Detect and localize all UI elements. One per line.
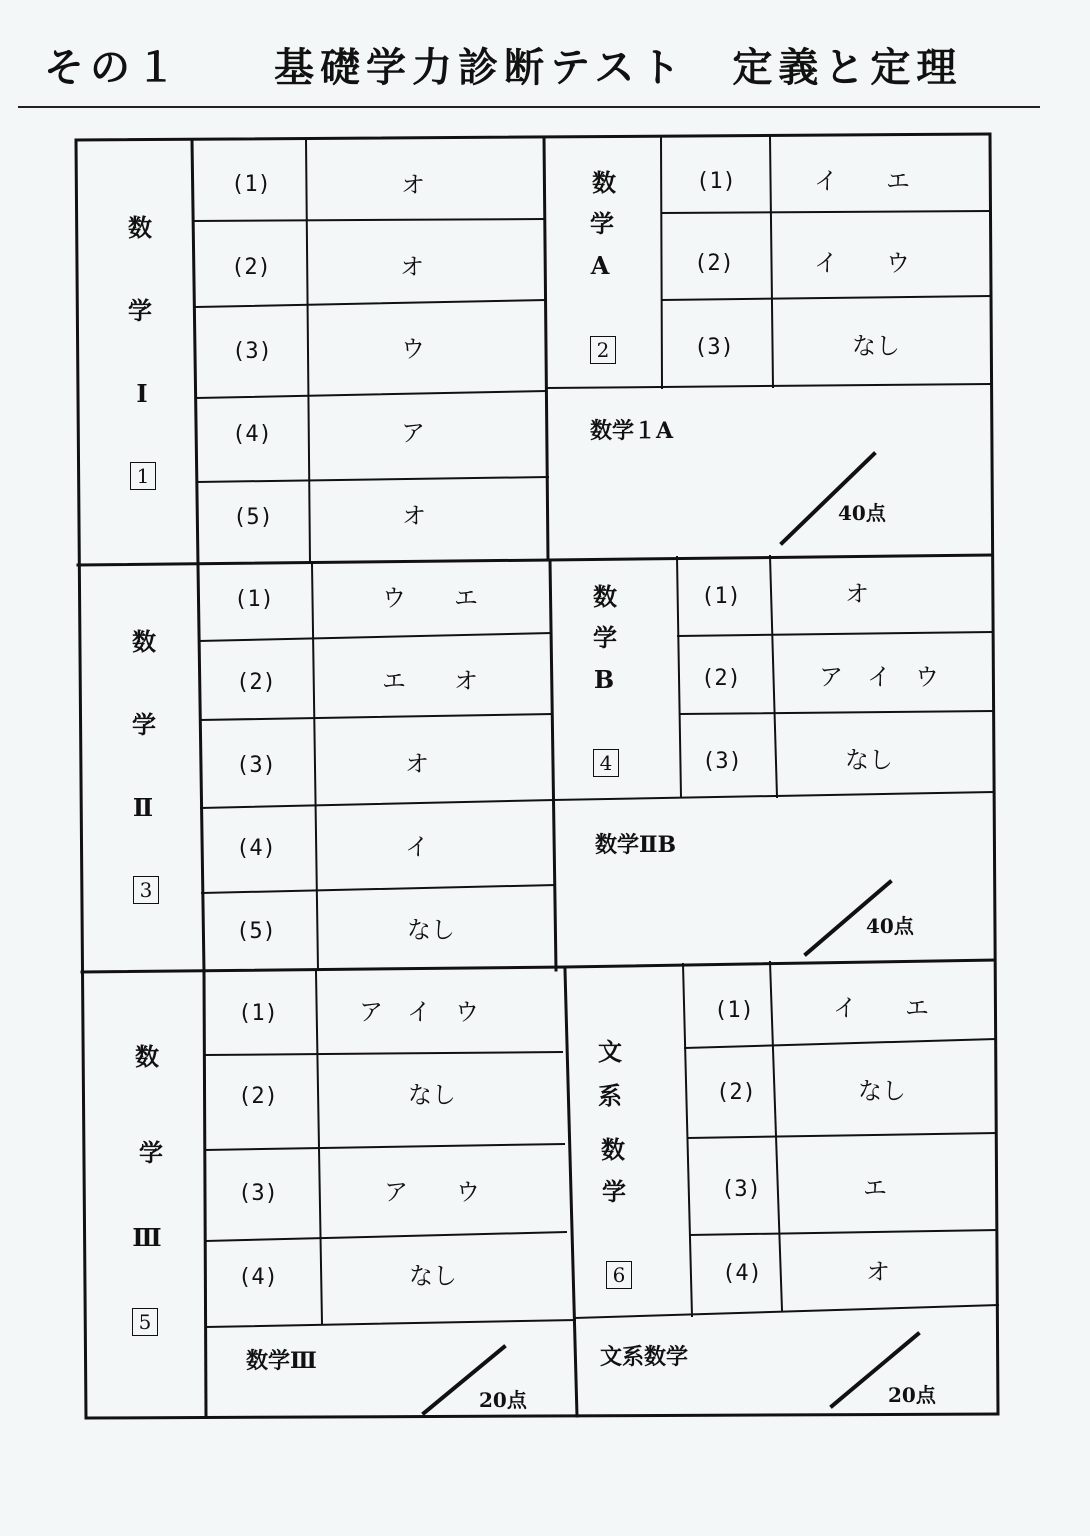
answer-value: ウ bbox=[401, 335, 425, 363]
score-box-points: 20点 bbox=[888, 1383, 936, 1407]
section-label-char: 数 bbox=[128, 213, 152, 242]
answer-value: イ ウ bbox=[814, 249, 910, 277]
question-number: (1) bbox=[234, 587, 274, 612]
question-number: (2) bbox=[236, 670, 276, 695]
section-number-box: 6 bbox=[606, 1261, 632, 1289]
question-number: (1) bbox=[714, 998, 754, 1023]
section-number-box: 3 bbox=[133, 876, 159, 904]
question-number: (2) bbox=[701, 666, 741, 691]
question-number: (4) bbox=[232, 422, 272, 447]
question-number: (3) bbox=[238, 1181, 278, 1206]
section-label-char: B bbox=[593, 665, 615, 694]
answer-value: ア イ ウ bbox=[359, 998, 479, 1026]
answer-value: なし bbox=[845, 746, 893, 774]
question-number: (4) bbox=[236, 836, 276, 861]
page-title: その１ 基礎学力診断テスト 定義と定理 bbox=[44, 44, 963, 91]
section-label-char: A bbox=[590, 251, 610, 280]
score-box-points: 40点 bbox=[866, 914, 914, 938]
question-number: (1) bbox=[231, 172, 271, 197]
section-label-char: Ⅰ bbox=[136, 379, 148, 408]
question-number: (1) bbox=[696, 169, 736, 194]
question-number: (4) bbox=[238, 1265, 278, 1290]
section-label-char: 学 bbox=[128, 296, 152, 325]
answer-value: なし bbox=[407, 916, 455, 944]
score-box-label: 数学１A bbox=[590, 418, 674, 444]
answer-value: オ bbox=[400, 253, 424, 281]
answer-value: イ エ bbox=[814, 167, 910, 195]
question-number: (5) bbox=[236, 919, 276, 944]
answer-value: オ bbox=[405, 750, 429, 778]
section-label-char: Ⅱ bbox=[132, 793, 154, 822]
answer-value: エ オ bbox=[382, 667, 478, 695]
score-box-label: 数学ⅡB bbox=[595, 832, 677, 858]
answer-value: オ bbox=[866, 1258, 890, 1286]
answer-value: イ bbox=[405, 833, 429, 861]
score-box-points: 40点 bbox=[838, 501, 886, 525]
score-box-points: 20点 bbox=[479, 1388, 527, 1412]
section-label-char: 学 bbox=[590, 209, 614, 238]
question-number: (2) bbox=[716, 1080, 756, 1105]
section-label-char: 数 bbox=[601, 1135, 625, 1164]
section-label-char: 学 bbox=[132, 710, 156, 739]
section-number-box: 1 bbox=[130, 462, 156, 490]
section-label-char: Ⅲ bbox=[132, 1223, 162, 1252]
answer-value: ア bbox=[401, 419, 425, 447]
question-number: (2) bbox=[231, 255, 271, 280]
section-label-char: 数 bbox=[135, 1042, 159, 1071]
section-label-char: 数 bbox=[592, 168, 616, 197]
section-number-box: 4 bbox=[593, 749, 619, 777]
question-number: (3) bbox=[721, 1177, 761, 1202]
section-label-char: 数 bbox=[132, 627, 156, 656]
question-number: (2) bbox=[694, 251, 734, 276]
section-label-char: 学 bbox=[593, 623, 617, 652]
section-label-char: 文 bbox=[598, 1037, 622, 1066]
question-number: (4) bbox=[722, 1261, 762, 1286]
question-number: (3) bbox=[236, 753, 276, 778]
answer-value: なし bbox=[409, 1262, 457, 1290]
answer-value: オ bbox=[845, 580, 869, 608]
question-number: (3) bbox=[702, 749, 742, 774]
score-box-label: 文系数学 bbox=[600, 1344, 689, 1370]
question-number: (1) bbox=[701, 584, 741, 609]
answer-value: なし bbox=[852, 332, 900, 360]
section-label-char: 数 bbox=[593, 582, 617, 611]
section-label-char: 系 bbox=[598, 1081, 622, 1110]
answer-value: なし bbox=[858, 1077, 906, 1105]
answer-value: エ bbox=[863, 1174, 887, 1202]
section-number-box: 2 bbox=[590, 336, 616, 364]
answer-value: オ bbox=[401, 171, 425, 199]
answer-value: ウ エ bbox=[382, 584, 478, 612]
question-number: (3) bbox=[694, 335, 734, 360]
answer-value: イ エ bbox=[833, 994, 929, 1022]
answer-value: ア イ ウ bbox=[819, 663, 939, 691]
section-label-char: 学 bbox=[139, 1138, 163, 1167]
section-label-char: 学 bbox=[602, 1177, 626, 1206]
answer-value: オ bbox=[402, 502, 426, 530]
section-number-box: 5 bbox=[132, 1308, 158, 1336]
question-number: (5) bbox=[233, 505, 273, 530]
question-number: (3) bbox=[232, 339, 272, 364]
score-box-label: 数学Ⅲ bbox=[246, 1348, 317, 1374]
answer-value: なし bbox=[408, 1081, 456, 1109]
answer-value: ア ウ bbox=[384, 1178, 480, 1206]
question-number: (2) bbox=[238, 1084, 278, 1109]
question-number: (1) bbox=[238, 1001, 278, 1026]
